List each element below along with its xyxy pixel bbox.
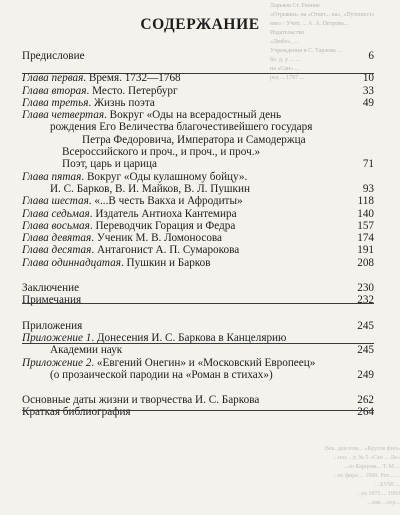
chapter-heading: Глава девятая: [22, 232, 92, 245]
chapter-heading: Глава вторая: [22, 84, 87, 97]
toc-entry-appendices: [22, 320, 374, 332]
toc-page-number: 71: [362, 158, 374, 171]
chapter-heading: Глава шестая: [22, 195, 89, 208]
toc-page-number: 249: [357, 368, 374, 381]
toc-entry-label: Приложения: [22, 319, 83, 332]
toc-page-number: 49: [362, 96, 374, 109]
chapter-title: . Вокруг «Оды на всерадостный день: [104, 109, 282, 122]
chapter-title: . Вокруг «Оды кулашному бойцу».: [81, 170, 248, 183]
chapter-heading: Глава одиннадцатая: [22, 256, 121, 269]
toc-page-number: 191: [357, 244, 374, 257]
bleed-text-line: «Отрывки» на «Ответ... на», «Путешест»: [270, 12, 375, 18]
appendix-heading: Приложение 1: [22, 331, 92, 344]
toc-entry-chapter-6: [22, 195, 374, 207]
chapter-heading: Глава третья: [22, 96, 89, 109]
bleed-text-line: ...XVIII ...: [374, 482, 400, 488]
toc-page-number: 157: [357, 219, 374, 232]
chapter-title: . Переводчик Горация и Федра: [89, 219, 236, 232]
chapter-heading: Глава четвертая: [22, 109, 105, 122]
bleed-text-line: ...нос ...т, № 5 «Сан ... Ле»: [333, 455, 400, 461]
bleed-text-line: «Любо», ...: [270, 39, 299, 45]
chapter-title-continued: рождения Его Величества благочестивейшего государя: [50, 121, 313, 134]
bleed-text-line: ред ... 1797 ...: [270, 75, 305, 81]
bleed-text-line: Век. дни пом... «Кругов фио»: [324, 446, 400, 452]
toc-page-number: 6: [368, 50, 374, 62]
bleed-text-line: бл. д. у ... ...: [270, 57, 300, 63]
divider-line: [22, 410, 374, 411]
toc-entry-chapter-9: [22, 232, 374, 244]
toc-page-number: 232: [357, 294, 374, 307]
appendix-title-continued: (о прозаической пародии на «Роман в стихах»): [50, 368, 273, 381]
chapter-heading: Глава десятая: [22, 244, 92, 257]
toc-entry-dates: [22, 394, 374, 406]
toc-page-number: 140: [357, 207, 374, 220]
toc-page-number: 245: [357, 344, 374, 357]
toc-page-number: 245: [357, 319, 374, 332]
toc-page-number: 174: [357, 232, 374, 245]
divider-line: [22, 303, 374, 304]
divider-line: [22, 343, 374, 344]
bleed-text-line: Учреждения и С. Тарлова ...: [270, 48, 342, 54]
toc-entry-chapter-2: [22, 85, 374, 97]
toc-entry-chapter-10: [22, 244, 374, 256]
toc-entry-label: Основные даты жизни и творчества И. С. Баркова: [22, 394, 260, 407]
chapter-heading: Глава седьмая: [22, 207, 90, 220]
toc-page-number: 230: [357, 282, 374, 295]
toc-entry-appendix-2: [22, 357, 374, 382]
toc-entry-chapter-4: [22, 109, 374, 170]
table-of-contents: [22, 50, 374, 419]
chapter-title: . «...В честь Вакха и Афродиты»: [88, 195, 243, 208]
toc-entry-label: Заключение: [22, 282, 80, 295]
toc-entry-chapter-8: [22, 220, 374, 232]
appendix-title: . «Евгений Онегин» и «Московский Европеец»: [91, 356, 316, 369]
toc-page-number: 208: [357, 256, 374, 269]
bleed-text-line: Ларьков Ст. Ранние: [270, 3, 320, 9]
bleed-text-line: ...евв ...отр...: [368, 500, 400, 506]
bleed-text-line: ...ук 1975 ... 1993: [356, 491, 400, 497]
chapter-title-continued: Петра Федоровича, Императора и Самодержца: [82, 133, 306, 146]
toc-entry-notes: [22, 294, 374, 306]
chapter-subtitle: Поэт, царь и царица: [62, 158, 157, 171]
appendix-heading: Приложение 2: [22, 356, 92, 369]
toc-entry-chapter-5: [22, 171, 374, 196]
toc-page-number: 264: [357, 406, 374, 419]
appendix-title: . Донесения И. С. Баркова в Канцелярию: [91, 331, 287, 344]
appendix-title-continued: Академии наук: [50, 344, 123, 357]
toc-entry-label: Примечания: [22, 294, 82, 307]
chapter-heading: Глава восьмая: [22, 219, 90, 232]
chapter-title: . Издатель Антиоха Кантемира: [89, 207, 237, 220]
chapter-title: . Время. 1732—1768: [83, 72, 181, 85]
bleed-text-line: на «Сан» ...: [270, 66, 300, 72]
page-title: СОДЕРЖАНИЕ: [140, 16, 260, 33]
bleed-text-line: вие» / Учит, ... А. А. Петрова...: [270, 21, 349, 27]
toc-page-number: 33: [362, 84, 374, 97]
toc-entry-label: Краткая библиография: [22, 406, 131, 419]
chapter-title-continued: Всероссийского и проч., и проч., и проч.»: [62, 146, 261, 159]
bleed-text-line: ...ло Карцова... Т. М....: [343, 464, 400, 470]
toc-page-number: 10: [362, 72, 374, 85]
chapter-subtitle: И. С. Барков, В. И. Майков, В. Л. Пушкин: [50, 182, 250, 195]
toc-page-number: 118: [357, 195, 374, 208]
toc-entry-chapter-1: [22, 72, 374, 84]
chapter-title: . Антагонист А. П. Сумарокова: [91, 244, 240, 257]
toc-entry-chapter-7: [22, 208, 374, 220]
bleed-text-line: ...нс фира ... 1990. Реп... ...: [333, 473, 400, 479]
chapter-title: . Место. Петербург: [86, 84, 178, 97]
chapter-heading: Глава первая: [22, 72, 84, 85]
bleed-text-line: Издательство: [270, 30, 305, 36]
toc-entry-chapter-3: [22, 97, 374, 109]
chapter-title: . Жизнь поэта: [88, 96, 155, 109]
toc-entry-bibliography: [22, 406, 374, 418]
chapter-title: . Пушкин и Барков: [120, 256, 211, 269]
toc-entry-appendix-1: [22, 332, 374, 357]
chapter-title: . Ученик М. В. Ломоносова: [91, 232, 223, 245]
toc-page-number: 262: [357, 394, 374, 407]
chapter-heading: Глава пятая: [22, 170, 82, 183]
toc-entry-conclusion: [22, 282, 374, 294]
divider-line: [22, 73, 374, 74]
toc-entry-chapter-11: [22, 257, 374, 269]
toc-page-number: 93: [362, 182, 374, 195]
toc-entry-preface: [22, 50, 374, 62]
toc-entry-label: Предисловие: [22, 50, 85, 62]
